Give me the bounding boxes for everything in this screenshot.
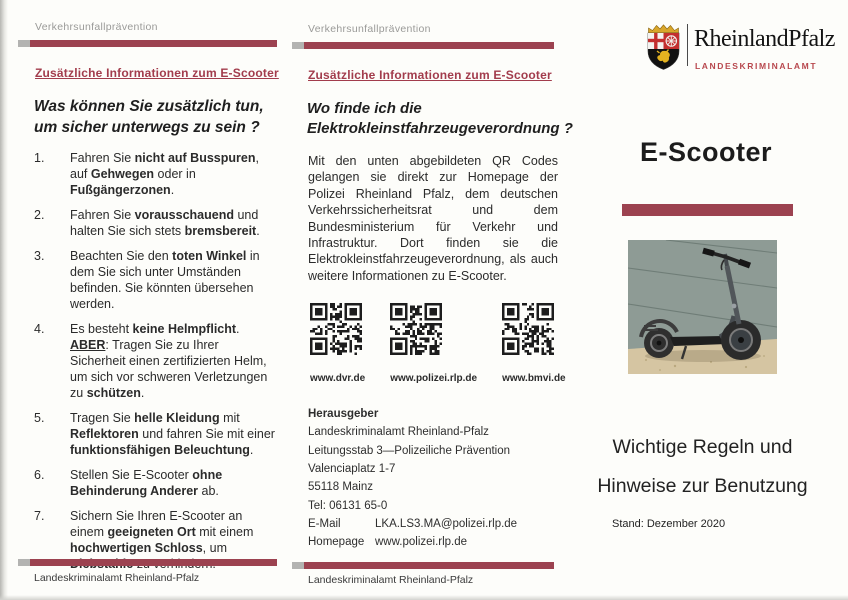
divider-bar (18, 559, 277, 566)
text-segment: und fahren Sie mit einer (138, 427, 275, 441)
text-segment: . (256, 224, 260, 238)
brand-name: RheinlandPfalz (694, 26, 835, 52)
text-segment: toten Winkel (172, 249, 247, 263)
qr-code (502, 303, 566, 384)
publisher-contact-value: LKA.LS3.MA@polizei.rlp.de (375, 517, 518, 530)
text-segment: oder in (154, 167, 196, 181)
list-item-text (70, 207, 276, 239)
qr-code-icon (390, 303, 442, 360)
text-segment: Stellen Sie E-Scooter (70, 468, 193, 482)
publisher-contacts (308, 517, 558, 551)
publisher-line: Tel: 06131 65-0 (308, 499, 388, 512)
text-segment: Sichern Sie Ihren E-Scooter an einem (70, 509, 243, 539)
text-segment: in dem Sie sich unter Umständen befinden. Sie könnten übersehen werden. (70, 249, 260, 311)
qr-code (390, 303, 477, 384)
divider-bar (292, 562, 554, 569)
publisher-line: 55118 Mainz (308, 481, 373, 494)
qr-code (310, 303, 365, 384)
list-item-number: 3. (34, 249, 45, 263)
text-segment: helle Kleidung (134, 411, 220, 425)
text-segment: Es besteht (70, 322, 133, 336)
body-paragraph: Mit den unten abgebildeten QR Codes gelangen sie direkt zur Homepage der Polizei Rheinland Pfalz, dem deutschen Verkehrssicherheitsrat und dem Bundesministerium für Verkehr und Infrastruktur. Dort finden sie die Elektrokleinstfahrzeugeverordnung, als auch weitere Informationen zu E-Scooter. (308, 154, 558, 283)
text-segment: Fahren Sie (70, 208, 135, 222)
list-item-text (70, 467, 276, 499)
qr-code-label: www.dvr.de (310, 373, 366, 384)
text-segment: Tragen Sie (70, 411, 135, 425)
brand-subtitle: LANDESKRIMINALAMT (695, 61, 818, 71)
list-item-number: 2. (34, 208, 45, 222)
scooter-photo (628, 240, 777, 374)
text-segment: nicht auf Busspuren (134, 151, 256, 165)
kicker-middle: Verkehrsunfallprävention (308, 23, 431, 35)
divider-bar (18, 40, 277, 47)
text-segment: bremsbereit (184, 224, 257, 238)
cover-title: E-Scooter (639, 137, 773, 167)
text-segment: Gehwegen (90, 167, 155, 181)
list-item-text (70, 321, 276, 401)
text-segment: ABER (70, 338, 106, 352)
publisher-title: Herausgeber (308, 408, 379, 420)
text-segment: Fahren Sie (70, 151, 135, 165)
headline-middle: Wo finde ich die Elektrokleinstfahrzeugeverordnung ? (307, 100, 573, 138)
list-item (34, 321, 276, 401)
text-segment: keine Helmpflicht (132, 322, 237, 336)
publisher-line: Landeskriminalamt Rheinland-Pfalz (308, 426, 489, 439)
text-segment: mit (219, 411, 240, 425)
text-segment: vorausschauend (134, 208, 234, 222)
text-segment: funktionsfähigen Beleuchtung (70, 443, 250, 457)
qr-code-icon (310, 303, 362, 360)
publisher-contact-row (308, 535, 558, 550)
footer-middle: Landeskriminalamt Rheinland-Pfalz (308, 574, 474, 586)
text-segment: . (140, 386, 145, 400)
list-item (34, 467, 276, 499)
text-segment: schützen (86, 386, 141, 400)
section-title-left: Zusätzliche Informationen zum E-Scooter (35, 66, 279, 80)
tagline-line2: Hinweise zur Benutzung (597, 475, 808, 497)
text-segment: , auf (70, 151, 259, 181)
list-item-number: 7. (34, 509, 45, 523)
publisher-contact-label: E-Mail (308, 517, 341, 530)
publisher-contact-row (308, 517, 558, 532)
publisher-line: Valenciaplatz 1-7 (308, 462, 396, 475)
text-segment: Beachten Sie den (70, 249, 173, 263)
cover-accent-bar (622, 204, 793, 216)
qr-code-label: www.polizei.rlp.de (390, 373, 478, 384)
qr-code-icon (502, 303, 554, 360)
text-segment: . (236, 322, 240, 336)
list-item-number: 6. (34, 468, 45, 482)
list-item-number: 5. (34, 411, 45, 425)
rules-list (34, 150, 276, 581)
publisher-contact-label: Homepage (308, 536, 365, 549)
text-segment: ab. (198, 484, 219, 498)
publisher-lines (308, 425, 558, 514)
list-item-text (70, 150, 276, 198)
list-item (34, 150, 276, 198)
list-item (34, 207, 276, 239)
list-item-number: 1. (34, 151, 45, 165)
text-segment: : Tragen Sie zu Ihrer Sicherheit einen zertifizierten Helm, um sich vor schweren Verletzungen zu (70, 338, 268, 400)
text-segment: Fußgängerzonen (70, 183, 171, 197)
text-segment: . (249, 443, 254, 457)
list-item (34, 248, 276, 312)
text-segment: ohne Behinderung Anderer (70, 468, 223, 498)
list-item-text (70, 410, 276, 458)
divider-bar (292, 42, 554, 49)
list-item (34, 410, 276, 458)
list-item-number: 4. (34, 322, 45, 336)
text-segment: hochwertigen Schloss (70, 541, 203, 555)
text-segment: Reflektoren (70, 427, 139, 441)
footer-left: Landeskriminalamt Rheinland-Pfalz (34, 572, 200, 584)
publisher-line: Leitungsstab 3—Polizeiliche Prävention (308, 444, 511, 457)
text-segment: geeigneten Ort (107, 525, 196, 539)
tagline-line1: Wichtige Regeln und (612, 436, 793, 458)
cover-tagline (585, 436, 820, 514)
list-item-text (70, 248, 276, 312)
text-segment: mit einem (195, 525, 254, 539)
publisher-contact-value: www.polizei.rlp.de (375, 536, 468, 549)
brand-block (645, 22, 835, 74)
qr-code-row (310, 303, 566, 384)
version-date: Stand: Dezember 2020 (612, 518, 726, 530)
text-segment: . (170, 183, 175, 197)
qr-code-label: www.bmvi.de (502, 373, 566, 384)
text-segment: und halten Sie sich stets (70, 208, 259, 238)
section-title-middle: Zusätzliche Informationen zum E-Scooter (308, 68, 552, 82)
brand-divider (687, 24, 688, 66)
publisher-block (308, 407, 558, 554)
kicker-left: Verkehrsunfallprävention (35, 21, 158, 33)
headline-left: Was können Sie zusätzlich tun, um sicher unterwegs zu sein ? (34, 98, 264, 136)
coat-of-arms-icon (645, 24, 682, 70)
text-segment: , um (202, 541, 227, 555)
